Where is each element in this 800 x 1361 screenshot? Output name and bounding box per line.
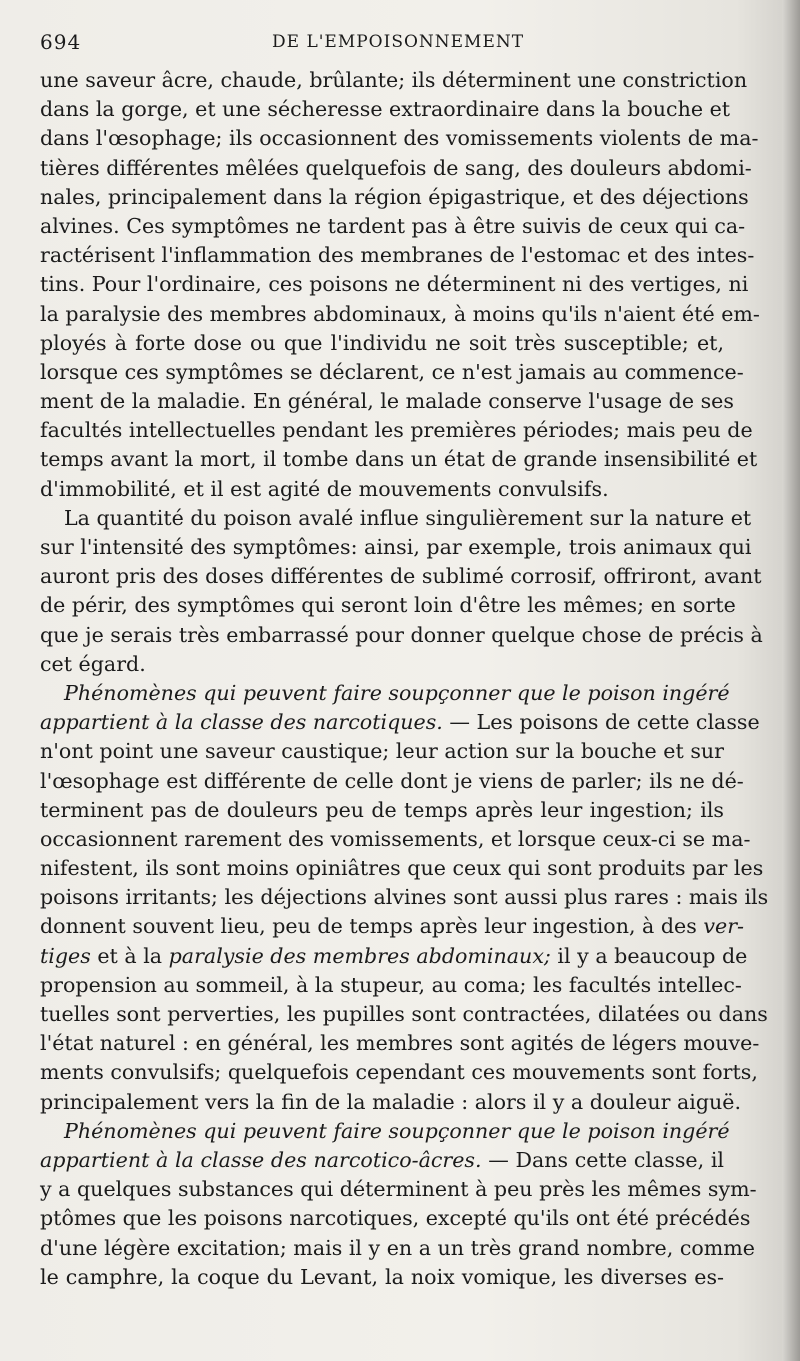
- text-segment: terminent pas de douleurs peu de temps après leur ingestion; ils: [40, 797, 724, 822]
- text-segment: ployés à forte dose ou que l'individu ne soit très susceptible; et,: [40, 330, 724, 355]
- page-number: 694: [40, 30, 82, 54]
- text-segment: d'une légère excitation; mais il y en a un très grand nombre, comme: [40, 1235, 755, 1260]
- text-line: [40, 1058, 758, 1087]
- text-segment: ments convulsifs; quelquefois cependant ces mouvements sont forts,: [40, 1060, 758, 1085]
- text-line: [40, 212, 746, 241]
- text-line: [40, 679, 730, 708]
- text-line: [40, 124, 759, 153]
- text-segment: ment de la maladie. En général, le malade conserve l'usage de ses: [40, 389, 734, 414]
- text-segment: y a quelques substances qui déterminent à peu près les mêmes sym-: [40, 1177, 757, 1202]
- text-line: [40, 270, 749, 299]
- text-segment: et à la: [97, 943, 163, 968]
- text-line: [40, 591, 736, 620]
- text-line: [40, 504, 752, 533]
- text-line: [40, 445, 758, 474]
- italic-segment: tiges: [40, 943, 91, 968]
- text-segment: de périr, des symptômes qui seront loin d'être les mêmes; en sorte: [40, 593, 736, 618]
- text-line: [40, 1146, 724, 1175]
- italic-segment: appartient à la classe des narcotiques.: [40, 710, 443, 735]
- text-line: [40, 1204, 751, 1233]
- text-line: [40, 183, 749, 212]
- text-line: [40, 300, 760, 329]
- text-line: [40, 358, 744, 387]
- text-segment: dans la gorge, et une sécheresse extraordinaire dans la bouche et: [40, 97, 731, 122]
- text-segment: il y a beaucoup de: [557, 943, 748, 968]
- text-line: [40, 387, 734, 416]
- italic-segment: Phénomènes qui peuvent faire soupçonner que le poison ingéré: [64, 1118, 730, 1143]
- text-line: [40, 971, 742, 1000]
- text-line: [40, 329, 724, 358]
- text-line: [40, 1029, 760, 1058]
- text-line: [40, 796, 724, 825]
- text-segment: tins. Pour l'ordinaire, ces poisons ne déterminent ni des vertiges, ni: [40, 272, 749, 297]
- text-segment: temps avant la mort, il tombe dans un état de grande insensibilité et: [40, 447, 758, 472]
- text-segment: occasionnent rarement des vomissements, et lorsque ceux-ci se ma-: [40, 826, 751, 851]
- text-segment: facultés intellectuelles pendant les premières périodes; mais peu de: [40, 418, 753, 443]
- text-segment: nifestent, ils sont moins opiniâtres que ceux qui sont produits par les: [40, 856, 764, 881]
- text-line: [40, 854, 764, 883]
- text-segment: ractérisent l'inflammation des membranes de l'estomac et des intes-: [40, 243, 755, 268]
- body-text: [40, 66, 769, 1292]
- text-line: [40, 650, 724, 679]
- text-line: [40, 95, 731, 124]
- page-edge: [782, 0, 800, 1361]
- text-segment: cet égard.: [40, 651, 146, 676]
- text-line: [40, 621, 763, 650]
- text-line: [40, 942, 748, 971]
- text-segment: n'ont point une saveur caustique; leur action sur la bouche et sur: [40, 739, 724, 764]
- text-segment: dans l'œsophage; ils occasionnent des vomissements violents de ma-: [40, 126, 759, 151]
- text-line: [40, 1117, 730, 1146]
- text-segment: donnent souvent lieu, peu de temps après leur ingestion, à des: [40, 914, 697, 939]
- text-line: [40, 1175, 757, 1204]
- text-segment: le camphre, la coque du Levant, la noix vomique, les diverses es-: [40, 1264, 724, 1289]
- text-line: [40, 1000, 768, 1029]
- text-line: [40, 883, 769, 912]
- text-line: [40, 66, 748, 95]
- running-title: DE L'EMPOISONNEMENT: [272, 32, 525, 52]
- italic-segment: Phénomènes qui peuvent faire soupçonner que le poison ingéré: [64, 680, 730, 705]
- text-segment: alvines. Ces symptômes ne tardent pas à être suivis de ceux qui ca-: [40, 213, 746, 238]
- text-segment: sur l'intensité des symptômes: ainsi, par exemple, trois animaux qui: [40, 535, 752, 559]
- text-line: [40, 825, 751, 854]
- text-segment: auront pris des doses différentes de sublimé corrosif, offriront, avant: [40, 564, 762, 589]
- text-line: [40, 1234, 755, 1263]
- text-segment: nales, principalement dans la région épigastrique, et des déjections: [40, 184, 749, 209]
- text-segment: La quantité du poison avalé influe singulièrement sur la nature et: [64, 505, 752, 530]
- text-segment: une saveur âcre, chaude, brûlante; ils déterminent une constriction: [40, 68, 748, 92]
- text-line: [40, 1263, 724, 1292]
- text-segment: principalement vers la fin de la maladie : alors il y a douleur aiguë.: [40, 1089, 742, 1114]
- text-line: [40, 767, 744, 796]
- text-segment: la paralysie des membres abdominaux, à moins qu'ils n'aient été em-: [40, 301, 760, 326]
- text-line: [40, 154, 752, 183]
- text-segment: que je serais très embarrassé pour donner quelque chose de précis à: [40, 622, 763, 647]
- text-segment: ptômes que les poisons narcotiques, excepté qu'ils ont été précédés: [40, 1206, 751, 1231]
- text-line: [40, 708, 760, 737]
- text-segment: — Les poisons de cette classe: [449, 710, 760, 735]
- text-line: [40, 475, 724, 504]
- italic-segment: ver-: [703, 914, 744, 939]
- italic-segment: appartient à la classe des narcotico-âcres.: [40, 1147, 482, 1172]
- text-segment: propension au sommeil, à la stupeur, au coma; les facultés intellec-: [40, 972, 742, 997]
- text-line: [40, 1088, 742, 1117]
- text-segment: tières différentes mêlées quelquefois de sang, des douleurs abdomi-: [40, 155, 752, 180]
- text-segment: tuelles sont perverties, les pupilles sont contractées, dilatées ou dans: [40, 1002, 768, 1026]
- text-line: [40, 416, 753, 445]
- text-segment: — Dans cette classe, il: [488, 1147, 724, 1172]
- text-line: [40, 562, 762, 591]
- italic-segment: paralysie des membres abdominaux;: [168, 943, 551, 968]
- text-line: [40, 533, 752, 562]
- text-segment: lorsque ces symptômes se déclarent, ce n'est jamais au commence-: [40, 359, 744, 384]
- text-line: [40, 241, 755, 270]
- text-line: [40, 737, 724, 766]
- text-segment: poisons irritants; les déjections alvines sont aussi plus rares : mais ils: [40, 885, 769, 910]
- text-segment: d'immobilité, et il est agité de mouvements convulsifs.: [40, 476, 609, 501]
- text-segment: l'œsophage est différente de celle dont je viens de parler; ils ne dé-: [40, 768, 744, 793]
- page-header: [40, 30, 730, 60]
- text-line: [40, 912, 744, 941]
- text-segment: l'état naturel : en général, les membres sont agités de légers mouve-: [40, 1031, 760, 1056]
